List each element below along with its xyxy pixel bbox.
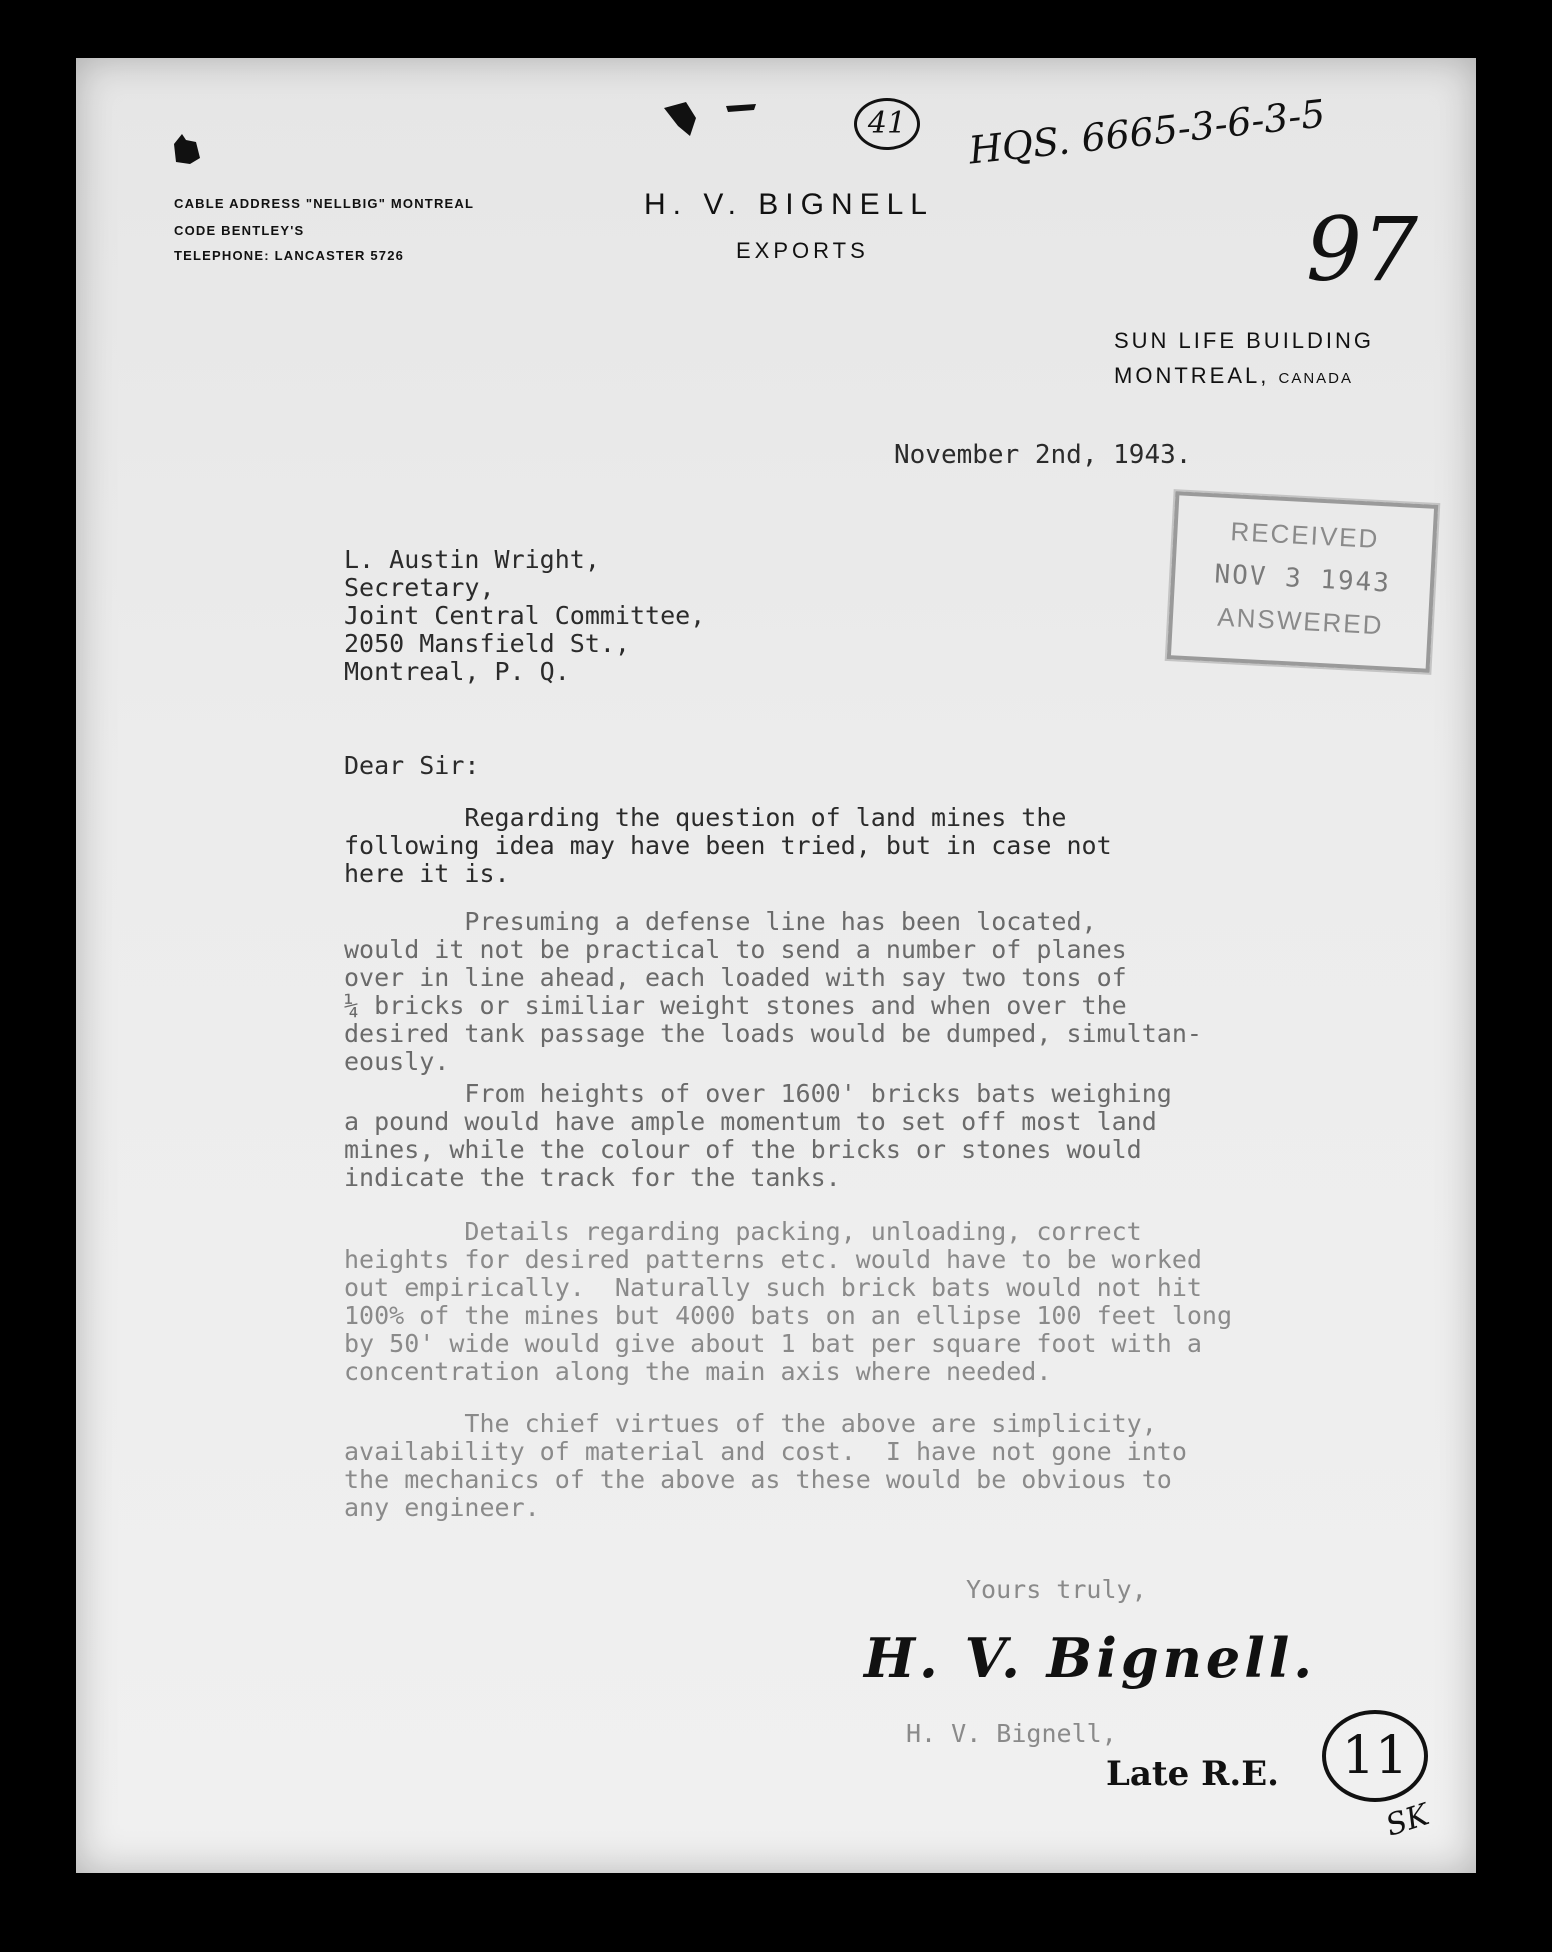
letter-date: November 2nd, 1943. (894, 440, 1192, 470)
late-re-handwritten: Late R.E. (1106, 1754, 1279, 1794)
recipient-line: 2050 Mansfield St., (344, 629, 630, 658)
salutation: Dear Sir: (344, 751, 480, 780)
page-number-handwritten: 97 (1306, 198, 1418, 301)
body-line: availability of material and cost. I have not gone into (344, 1437, 1187, 1466)
company-name: H. V. BIGNELL (644, 188, 934, 221)
body-line: desired tank passage the loads would be dumped, simultan- (344, 1019, 1202, 1048)
received-stamp (1167, 491, 1438, 673)
stamp-date: NOV 3 1943 (1213, 559, 1392, 599)
recipient-line: Joint Central Committee, (344, 601, 706, 630)
body-line: 100% of the mines but 4000 bats on an ellipse 100 feet long (344, 1301, 1233, 1330)
country-name: CANADA (1278, 370, 1353, 387)
ink-smudge-icon (656, 96, 806, 146)
logo-mark-icon (168, 130, 204, 170)
body-line: a pound would have ample momentum to set off most land (344, 1107, 1157, 1136)
paragraph-5 (344, 1410, 1187, 1522)
city-name: MONTREAL, (1114, 363, 1270, 388)
recipient-line: Montreal, P. Q. (344, 657, 570, 686)
recipient-line: L. Austin Wright, (344, 545, 600, 574)
body-line: by 50' wide would give about 1 bat per square foot with a (344, 1329, 1202, 1358)
body-line: the mechanics of the above as these would be obvious to (344, 1465, 1172, 1494)
cable-address: CABLE ADDRESS "NELLBIG" MONTREAL (174, 196, 475, 211)
initials-handwritten: SK (1381, 1797, 1434, 1844)
code-line: CODE BENTLEY'S (174, 223, 305, 238)
telephone-line: TELEPHONE: LANCASTER 5726 (174, 248, 405, 263)
body-line: out empirically. Naturally such brick bats would not hit (344, 1273, 1202, 1302)
body-line: From heights of over 1600' bricks bats weighing (344, 1079, 1172, 1108)
letter-sheet (76, 58, 1476, 1873)
company-division: EXPORTS (736, 238, 869, 263)
body-line: Presuming a defense line has been located, (344, 907, 1097, 936)
stamp-answered: ANSWERED (1216, 601, 1385, 641)
body-line: eously. (344, 1047, 450, 1076)
recipient-block (344, 546, 705, 686)
body-line: mines, while the colour of the bricks or stones would (344, 1135, 1142, 1164)
body-line: heights for desired patterns etc. would have to be worked (344, 1245, 1202, 1274)
recipient-line: Secretary, (344, 573, 495, 602)
body-line: over in line ahead, each loaded with say two tons of (344, 963, 1127, 992)
city-address (1114, 363, 1353, 389)
body-line: ¼ bricks or similiar weight stones and when over the (344, 991, 1127, 1020)
paragraph-2 (344, 908, 1202, 1076)
typed-name: H. V. Bignell, (906, 1719, 1117, 1748)
closing: Yours truly, (966, 1575, 1147, 1604)
building-address: SUN LIFE BUILDING (1114, 328, 1375, 353)
circled-reference-top: 41 (854, 98, 920, 150)
body-line: would it not be practical to send a number of planes (344, 935, 1127, 964)
circled-number-bottom: 11 (1322, 1710, 1428, 1802)
body-line: here it is. (344, 859, 510, 888)
body-line: The chief virtues of the above are simplicity, (344, 1409, 1157, 1438)
stamp-received: RECEIVED (1229, 516, 1381, 554)
body-line: following idea may have been tried, but in case not (344, 831, 1112, 860)
file-reference-handwritten: HQS. 6665-3-6-3-5 (966, 91, 1328, 173)
body-line: Details regarding packing, unloading, correct (344, 1217, 1142, 1246)
paragraph-1 (344, 804, 1112, 888)
paragraph-4 (344, 1218, 1232, 1386)
body-line: concentration along the main axis where needed. (344, 1357, 1052, 1386)
body-line: any engineer. (344, 1493, 540, 1522)
signature: H. V. Bignell. (864, 1626, 1317, 1690)
body-line: indicate the track for the tanks. (344, 1163, 841, 1192)
body-line: Regarding the question of land mines the (344, 803, 1067, 832)
paragraph-3 (344, 1080, 1172, 1192)
